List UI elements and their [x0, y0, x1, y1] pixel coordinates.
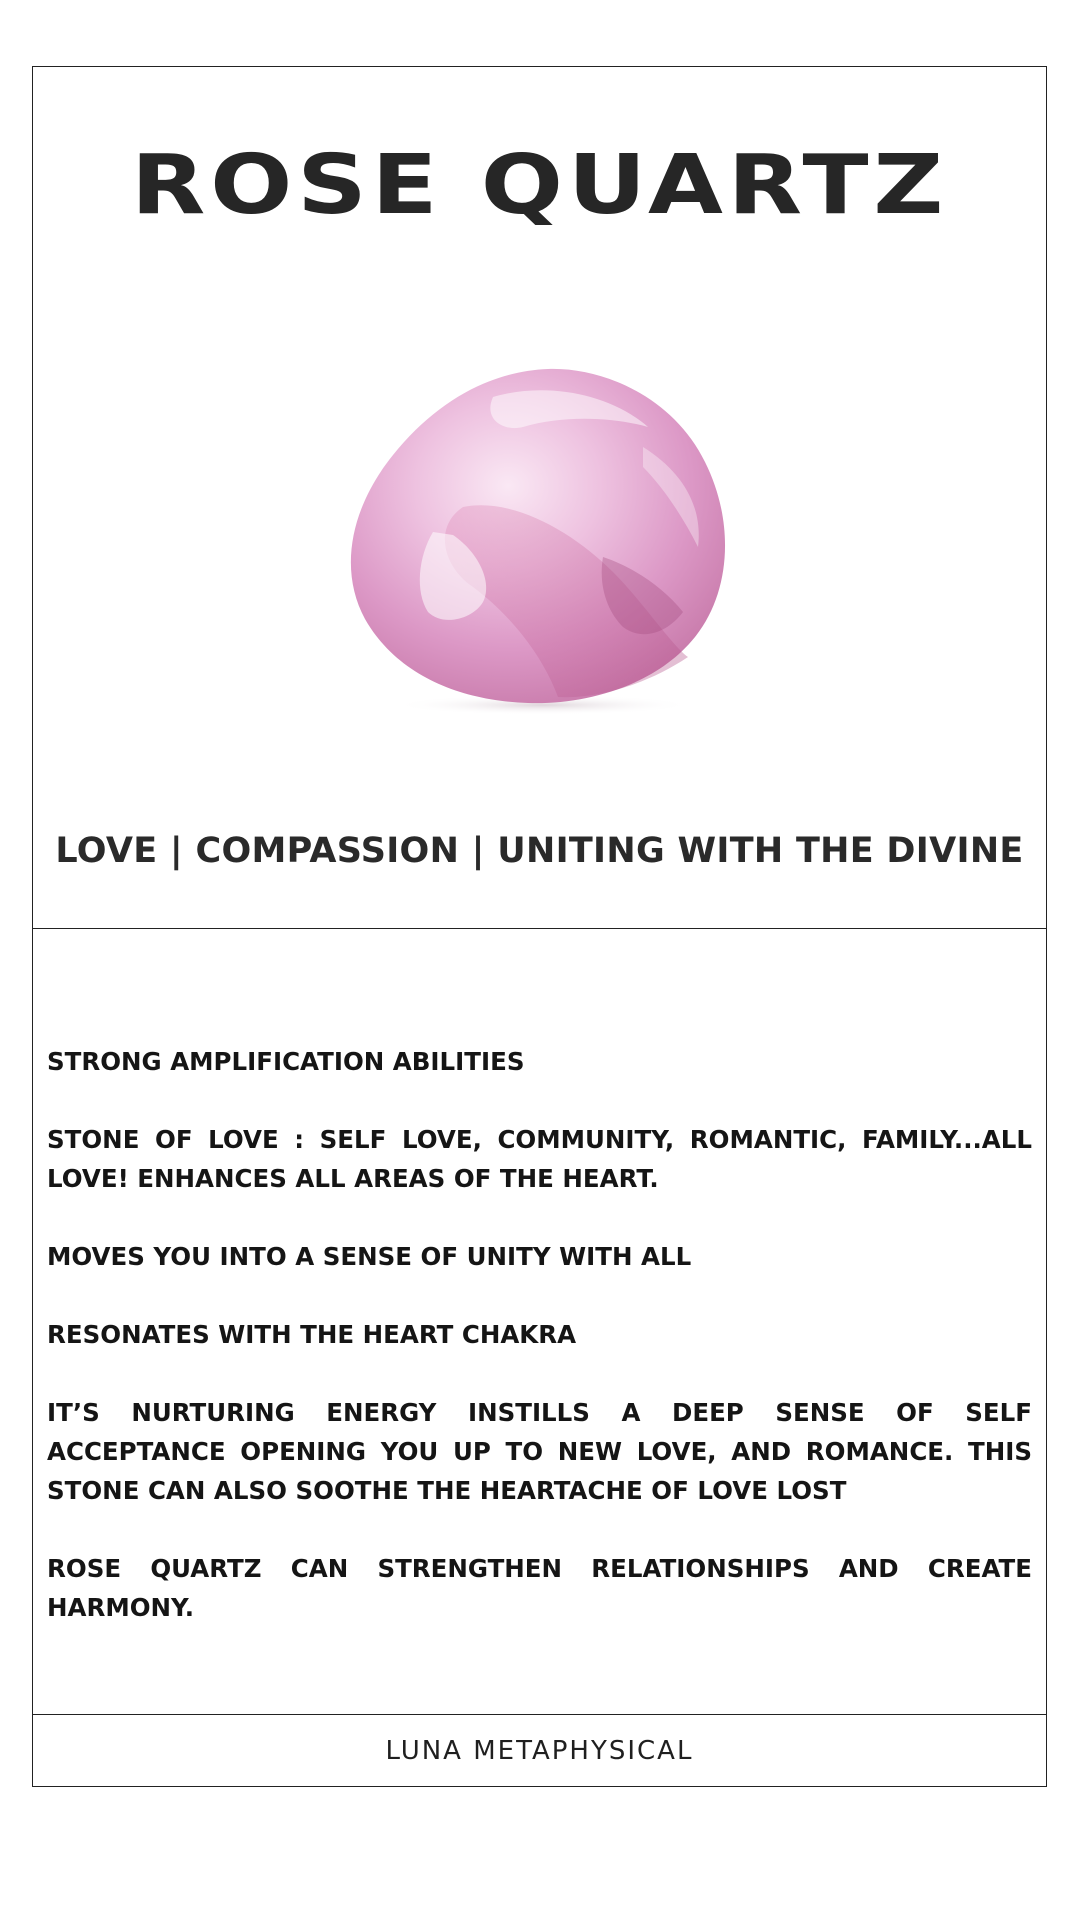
crystal-card: [32, 66, 1047, 1787]
property-item: ROSE QUARTZ CAN STRENGTHEN RELATIONSHIPS AND CREATE HARMONY.: [47, 1554, 1032, 1622]
properties-list: [47, 1042, 1032, 1666]
rose-quartz-stone-icon: [343, 357, 738, 717]
brand-footer: LUNA METAPHYSICAL: [33, 1714, 1046, 1786]
property-item: MOVES YOU INTO A SENSE OF UNITY WITH ALL: [47, 1242, 692, 1271]
property-item: STONE OF LOVE : SELF LOVE, COMMUNITY, ROMANTIC, FAMILY...ALL LOVE! ENHANCES ALL AREAS OF THE HEART.: [47, 1125, 1032, 1193]
card-header-section: [33, 67, 1046, 929]
crystal-tagline: LOVE | COMPASSION | UNITING WITH THE DIVINE: [55, 831, 1024, 871]
property-item: IT’S NURTURING ENERGY INSTILLS A DEEP SENSE OF SELF ACCEPTANCE OPENING YOU UP TO NEW LOVE, AND ROMANCE. THIS STONE CAN ALSO SOOTHE THE HEARTACHE OF LOVE LOST: [47, 1398, 1032, 1505]
crystal-title: ROSE QUARTZ: [130, 138, 949, 233]
property-item: STRONG AMPLIFICATION ABILITIES: [47, 1047, 525, 1076]
property-item: RESONATES WITH THE HEART CHAKRA: [47, 1320, 577, 1349]
